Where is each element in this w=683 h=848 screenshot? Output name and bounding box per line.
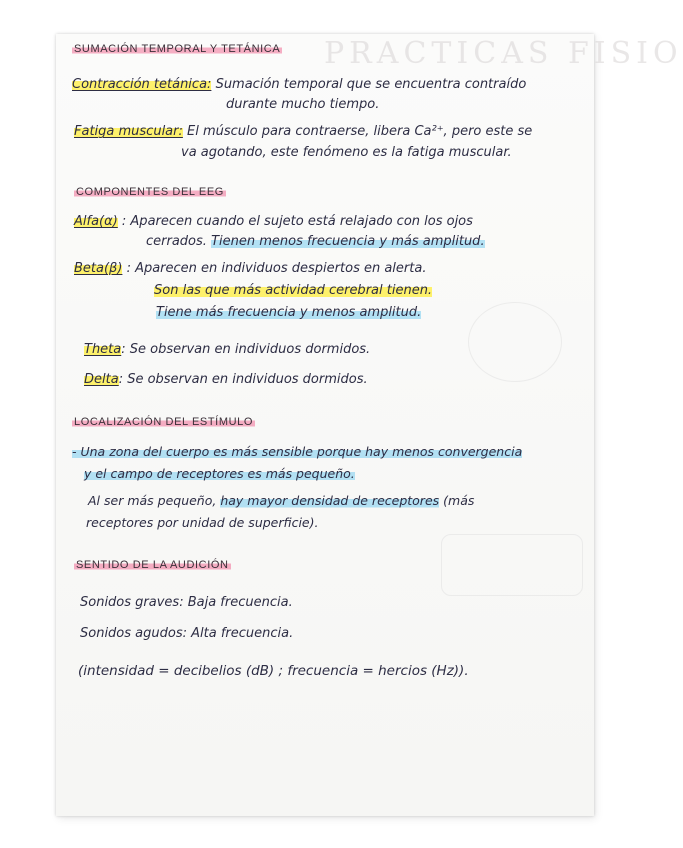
fatiga-line-1 — [74, 125, 532, 140]
bleed-through-watermark: PRACTICAS FISIO — [324, 36, 683, 71]
theta-line — [84, 343, 370, 358]
term-alfa: Alfa(α) — [74, 214, 118, 229]
delta-line — [84, 373, 368, 388]
alfa-line-2 — [146, 235, 485, 250]
intensidad-frecuencia: (intensidad = decibelios (dB) ; frecuencia = hercios (Hz)). — [78, 663, 469, 679]
theta-definition: : Se observan en individuos dormidos. — [121, 342, 371, 357]
contraccion-line-1 — [72, 78, 526, 93]
localizacion-line-4: receptores por unidad de superficie). — [86, 515, 319, 530]
alfa-line-1 — [74, 215, 473, 230]
localizacion-highlighted-3: hay mayor densidad de receptores — [220, 493, 440, 508]
contraccion-line-2: durante mucho tiempo. — [226, 97, 380, 112]
beta-highlighted-blue: Tiene más frecuencia y menos amplitud. — [156, 305, 422, 320]
beta-line-2 — [154, 284, 432, 299]
localizacion-highlighted-1: - Una zona del cuerpo es más sensible porque hay menos convergencia — [72, 444, 523, 459]
localizacion-text-3c: (más — [443, 493, 475, 508]
heading-sumacion: SUMACIÓN TEMPORAL Y TETÁNICA — [74, 43, 281, 55]
sonidos-agudos: Sonidos agudos: Alta frecuencia. — [80, 626, 294, 641]
sonidos-graves: Sonidos graves: Baja frecuencia. — [80, 595, 293, 610]
alfa-highlighted: Tienen menos frecuencia y más amplitud. — [211, 234, 485, 249]
alfa-cerrados: cerrados. — [146, 234, 207, 249]
beta-line-3 — [156, 306, 421, 321]
delta-definition: : Se observan en individuos dormidos. — [118, 372, 368, 387]
term-delta: Delta — [84, 372, 119, 387]
heading-audicion: SENTIDO DE LA AUDICIÓN — [76, 559, 229, 571]
localizacion-line-1 — [72, 445, 522, 459]
heading-eeg: COMPONENTES DEL EEG — [76, 186, 224, 198]
fatiga-definition: El músculo para contraerse, libera Ca²⁺, pero este se — [187, 124, 533, 139]
localizacion-line-2 — [84, 467, 355, 481]
fatiga-line-2: va agotando, este fenómeno es la fatiga muscular. — [181, 145, 512, 160]
localizacion-highlighted-2: y el campo de receptores es más pequeño. — [84, 466, 355, 481]
term-fatiga-muscular: Fatiga muscular: — [74, 124, 183, 139]
bleed-through-circle — [441, 534, 583, 596]
alfa-definition: : Aparecen cuando el sujeto está relajado con los ojos — [121, 214, 473, 229]
beta-definition: : Aparecen en individuos despiertos en alerta. — [126, 261, 427, 276]
localizacion-line-3 — [88, 494, 474, 508]
beta-highlighted: Son las que más actividad cerebral tienen. — [154, 283, 433, 298]
term-theta: Theta — [84, 342, 122, 357]
heading-localizacion: LOCALIZACIÓN DEL ESTÍMULO — [74, 416, 254, 428]
notebook-page — [56, 34, 683, 816]
localizacion-text-3a: Al ser más pequeño, — [88, 493, 217, 508]
bleed-through-circle — [468, 302, 562, 382]
contraccion-definition: Sumación temporal que se encuentra contraído — [215, 77, 527, 92]
beta-line-1 — [74, 262, 426, 277]
term-contraccion-tetanica: Contracción tetánica: — [72, 77, 212, 92]
term-beta: Beta(β) — [74, 261, 123, 276]
